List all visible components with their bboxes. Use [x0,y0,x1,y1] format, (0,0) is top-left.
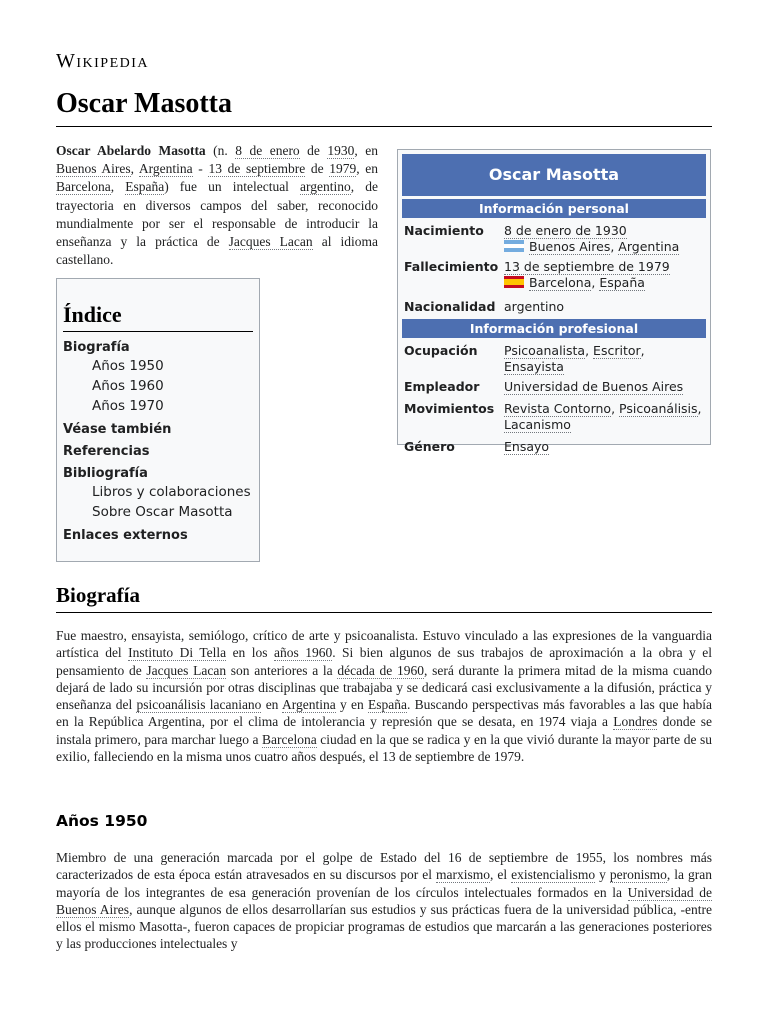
infobox-row-fallecimiento: Fallecimiento 13 de septiembre de 1979 Barcelona, España [404,259,670,290]
link-birth-date[interactable]: 8 de enero [235,143,300,158]
infobox-movement-link[interactable]: Lacanismo [504,417,571,432]
infobox-death-city[interactable]: Barcelona [529,275,592,290]
link-nationality[interactable]: argentino [300,179,351,195]
wikipedia-logo[interactable]: Wikipedia [56,50,150,72]
infobox-birth-city[interactable]: Buenos Aires [529,239,611,254]
infobox-row-genero [402,437,706,457]
infobox-row-ocupacion: Ocupación Psicoanalista, Escritor, Ensayista [404,343,645,374]
infobox-label: Movimientos [404,401,495,416]
infobox-section-profesional: Información profesional [402,319,706,338]
infobox-occupation-link[interactable]: Escritor [593,343,641,358]
toc-title: Índice [63,301,253,332]
infobox-label: Nacimiento [404,223,484,238]
infobox-title: Oscar Masotta [402,154,706,196]
link-birth-year[interactable]: 1930 [327,143,355,158]
link-instituto-di-tella[interactable]: Instituto Di Tella [128,645,227,661]
link-psicoanalisis-lacaniano[interactable]: psicoanálisis lacaniano [136,697,262,713]
infobox-death-country[interactable]: España [599,275,645,290]
argentina-flag-icon [504,240,524,252]
toc-item-referencias[interactable]: Referencias [63,444,150,459]
infobox-occupation-link[interactable]: Psicoanalista [504,343,586,358]
infobox-row-nacimiento: Nacimiento 8 de enero de 1930 Buenos Aires, Argentina [404,223,680,254]
link-existencialismo[interactable]: existencialismo [511,867,596,883]
infobox-movement-link[interactable]: Psicoanálisis [619,401,698,416]
infobox-birth-date[interactable]: 8 de enero de 1930 [504,223,627,238]
toc-item-biografia[interactable]: Biografía [63,340,130,355]
link-barcelona[interactable]: Barcelona [262,731,317,747]
spain-flag-icon [504,276,524,288]
infobox-genre-link[interactable]: Ensayo [504,439,550,454]
infobox-section-personal: Información personal [402,199,706,218]
section-heading-anos-1950: Años 1950 [56,812,148,830]
link-birth-city[interactable]: Buenos Aires [56,161,131,177]
link-espana[interactable]: España [367,697,407,713]
link-argentina[interactable]: Argentina [281,697,336,713]
infobox-label: Empleador [404,379,480,394]
link-jacques-lacan[interactable]: Jacques Lacan [146,662,227,678]
infobox-death-date[interactable]: 13 de septiembre de 1979 [504,259,670,274]
infobox-label: Ocupación [404,343,478,358]
link-death-date[interactable]: 13 de septiembre [208,161,306,177]
anos-1950-paragraph: Miembro de una generación marcada por el golpe de Estado del 16 de septiembre de 1955, los nombres más caracterizados de esta época están atravesados en su discursos por el marxismo, el existencialismo y peronismo, la gran mayoría de los integrantes de esa generación provenían de los círculos intelectuales formados en la Universidad de Buenos Aires, aunque algunos de ellos desarrollarían sus estudios y sus prácticas fuera de la universidad pública, -entre ellos el mismo Masotta-, fueron capaces de propiciar programas de estudios que marcarán a las generaciones posteriores y las producciones intelectuales y [56,850,713,952]
infobox-employer-link[interactable]: Universidad de Buenos Aires [504,379,684,394]
infobox-row-nacionalidad [402,297,706,317]
section-heading-biografia: Biografía [56,582,712,613]
infobox-row-movimientos: Movimientos Revista Contorno, Psicoanálisis, Lacanismo [404,401,702,432]
link-birth-country[interactable]: Argentina [138,161,193,177]
table-of-contents [56,278,260,562]
link-death-city[interactable]: Barcelona [56,179,111,195]
link-anos-1960[interactable]: años 1960 [274,645,333,661]
toc-item-enlaces-externos[interactable]: Enlaces externos [63,528,188,543]
toc-list [63,340,253,544]
toc-item-anos-1950[interactable]: Años 1950 [92,358,164,374]
toc-item-anos-1960[interactable]: Años 1960 [92,378,164,394]
toc-item-bibliografia[interactable]: Bibliografía [63,466,148,481]
infobox-birth-country[interactable]: Argentina [618,239,680,254]
infobox-label: Género [404,439,455,454]
page-title: Oscar Masotta [56,86,712,127]
intro-paragraph: Oscar Abelardo Masotta (n. 8 de enero de 1930, en Buenos Aires, Argentina - 13 de septiembre de 1979, en Barcelona, España) fue un intelectual argentino, de trayectoria en diversos campos del saber, reconocido mundialmente por ser el responsable de introducir la enseñanza y la práctica de Jacques Lacan al idioma castellano. [56,143,378,268]
infobox [397,149,711,454]
toc-item-anos-1970[interactable]: Años 1970 [92,398,164,414]
link-universidad-buenos-aires[interactable]: Universidad de Buenos Aires [56,884,712,917]
subject-name: Oscar Abelardo Masotta [56,143,206,158]
link-marxismo[interactable]: marxismo [435,867,490,883]
infobox-label: Nacionalidad [404,299,496,314]
link-death-country[interactable]: España [125,179,165,195]
infobox-row-empleador [402,377,706,397]
toc-item-vease-tambien[interactable]: Véase también [63,422,172,437]
infobox-label: Fallecimiento [404,259,499,274]
toc-item-sobre-masotta[interactable]: Sobre Oscar Masotta [92,504,233,520]
link-decada-1960[interactable]: década de 1960 [337,662,425,678]
infobox-nationality: argentino [504,299,565,314]
infobox-movement-link[interactable]: Revista Contorno [504,401,612,416]
link-death-year[interactable]: 1979 [329,161,357,177]
toc-item-libros[interactable]: Libros y colaboraciones [92,484,251,500]
link-peronismo[interactable]: peronismo [609,867,667,883]
biografia-paragraph: Fue maestro, ensayista, semiólogo, crítico de arte y psicoanalista. Estuvo vinculado a las expresiones de la vanguardia artística del Instituto Di Tella en los años 1960. Si bien algunos de sus trabajos de aproximación a la obra y el pensamiento de Jacques Lacan son anteriores a la década de 1960, será durante la primera mitad de la misma cuando dejará de lado su incursión por otras disciplinas que trabajaba y se dedicará casi exclusivamente a la difusión, práctica y enseñanza del psicoanálisis lacaniano en Argentina y en España. Buscando perspectivas más favorables a las que había en la República Argentina, por el clima de intolerancia y represión que se desata, en 1974 viaja a Londres donde se instala primero, para marchar luego a Barcelona ciudad en la que se radica y en la que vivió durante la mayor parte de su exilio, falleciendo en la misma unos cuatro años después, el 13 de septiembre de 1979. [56,628,712,765]
infobox-occupation-link[interactable]: Ensayista [504,359,564,374]
link-londres[interactable]: Londres [613,714,658,730]
link-jacques-lacan[interactable]: Jacques Lacan [228,234,313,250]
